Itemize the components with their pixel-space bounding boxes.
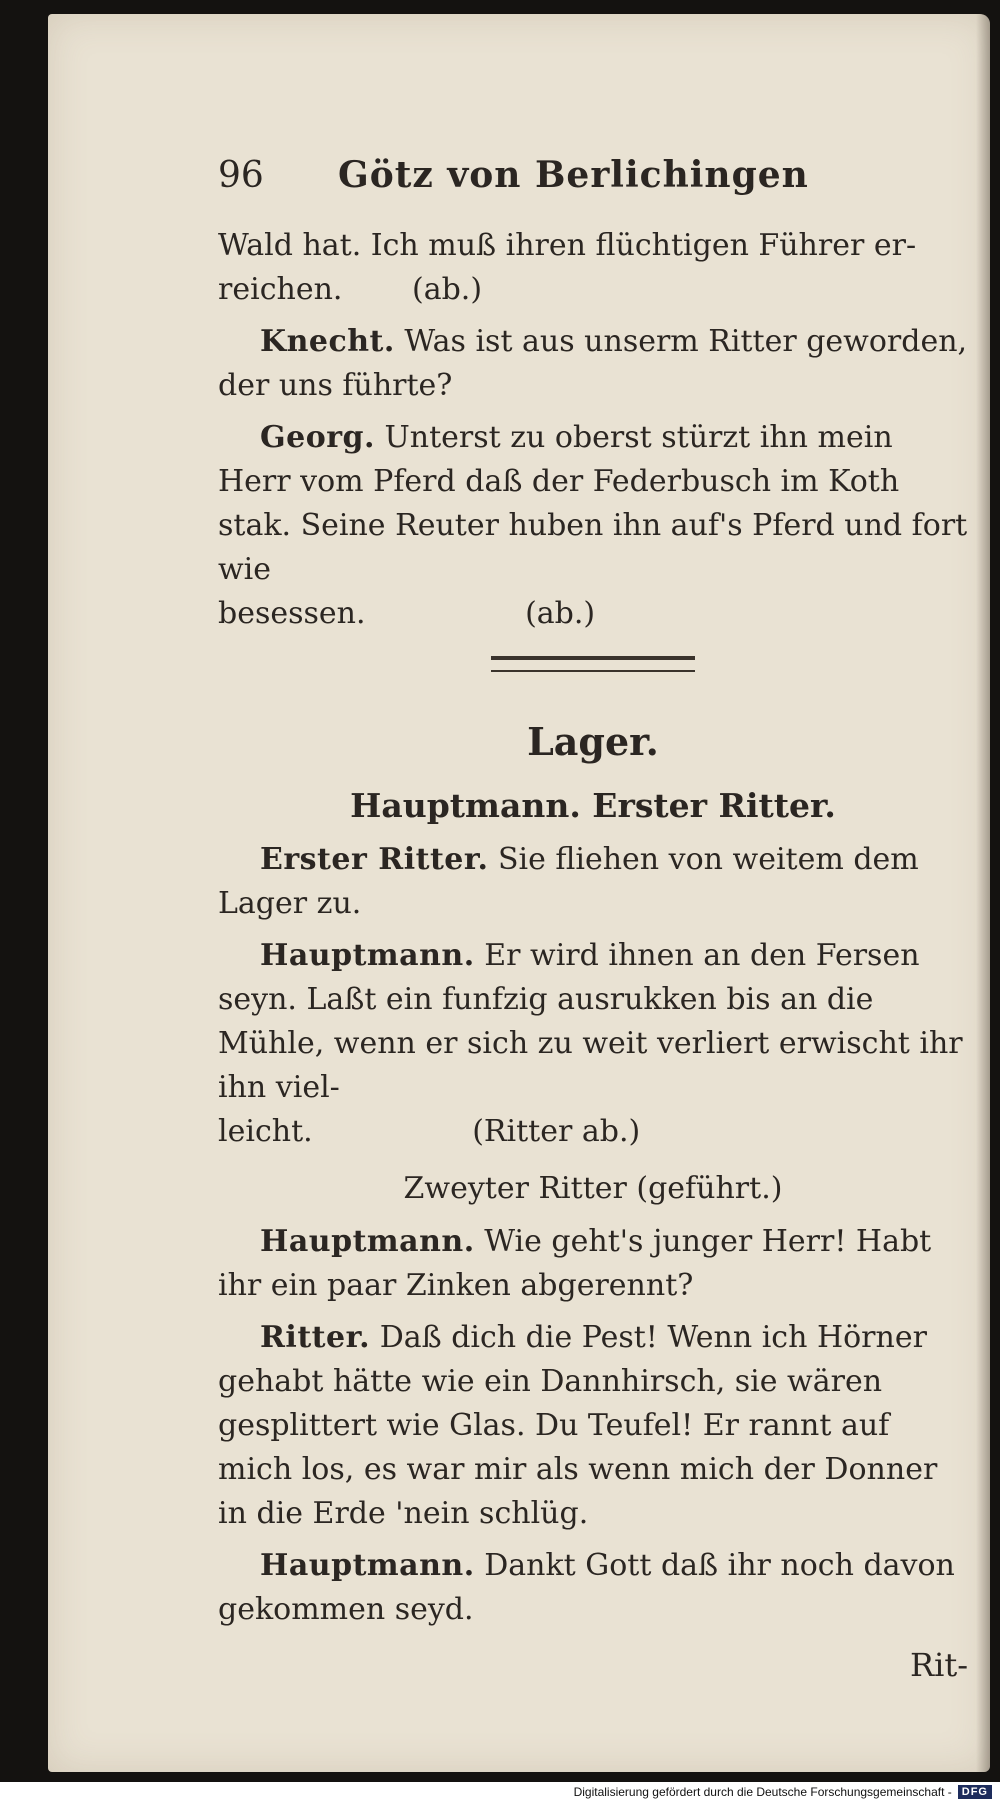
speech-erster-ritter	[218, 838, 968, 926]
scene-title: Lager.	[527, 719, 659, 764]
stage-direction: (ab.)	[411, 272, 483, 307]
speech-text: Daß dich die Pest! Wenn ich Hörner gehabt hätte wie ein Dannhirsch, sie wären gesplittert wie Glas. Du Teufel! Er rannt auf mich los, es war mir als wenn mich der Donner in die Erde 'nein schlüg.	[218, 1320, 938, 1531]
footer-credit: Digitalisierung gefördert durch die Deutsche Forschungsgemeinschaft -	[573, 1785, 952, 1799]
stage-direction: (Ritter ab.)	[472, 1114, 641, 1149]
speech-knecht	[218, 320, 968, 408]
speaker-name: Hauptmann.	[260, 1224, 475, 1259]
speech-text: Dankt Gott daß ihr noch davon gekommen seyd.	[218, 1548, 955, 1627]
text-line-with-direction	[218, 592, 968, 636]
page-edge-shadow	[976, 14, 990, 1772]
speech-text: Unterst zu oberst stürzt ihn mein Herr vom Pferd daß der Federbusch im Koth stak. Seine Reuter huben ihn auf's Pferd und fort wie	[218, 420, 968, 587]
text-line: Wald hat. Ich muß ihren flüchtigen Führer er-	[218, 228, 917, 263]
text-line-with-direction	[218, 268, 968, 312]
dfg-logo: DFG	[958, 1785, 992, 1799]
section-divider	[491, 656, 695, 672]
speech-text: Wie geht's junger Herr! Habt ihr ein paar Zinken abgerennt?	[218, 1224, 932, 1303]
line-text: besessen.	[218, 596, 366, 631]
speech-text: Was ist aus unserm Ritter geworden, der uns führte?	[218, 324, 968, 403]
book-page	[48, 14, 990, 1772]
page-number: 96	[218, 155, 264, 196]
speech-hauptmann	[218, 1220, 968, 1308]
speech-hauptmann	[218, 934, 968, 1110]
speech-ritter	[218, 1316, 968, 1536]
text-line-with-direction	[218, 1110, 968, 1154]
speaker-name: Hauptmann.	[260, 938, 475, 973]
digitization-footer	[0, 1782, 1000, 1802]
speaker-name: Erster Ritter.	[260, 842, 489, 877]
speech-georg	[218, 416, 968, 592]
page-header	[218, 154, 968, 224]
speaker-name: Hauptmann.	[260, 1548, 475, 1583]
scene-cast: Hauptmann. Erster Ritter.	[350, 786, 836, 825]
page-content	[218, 154, 968, 1690]
speaker-name: Knecht.	[260, 324, 395, 359]
line-text: reichen.	[218, 272, 343, 307]
line-text: leicht.	[218, 1114, 313, 1149]
speaker-name: Georg.	[260, 420, 375, 455]
speaker-name: Ritter.	[260, 1320, 371, 1355]
catchword: Rit-	[910, 1646, 968, 1684]
speech-hauptmann	[218, 1544, 968, 1632]
stage-entry: Zweyter Ritter (geführt.)	[403, 1171, 783, 1206]
running-title: Götz von Berlichingen	[338, 154, 809, 196]
stage-direction: (ab.)	[525, 596, 596, 631]
speech-text: Sie fliehen von weitem dem Lager zu.	[218, 842, 919, 921]
speech-text: Er wird ihnen an den Fersen seyn. Laßt ein funfzig ausrukken bis an die Mühle, wenn er sich zu weit verliert erwischt ihr ihn viel-	[218, 938, 963, 1105]
